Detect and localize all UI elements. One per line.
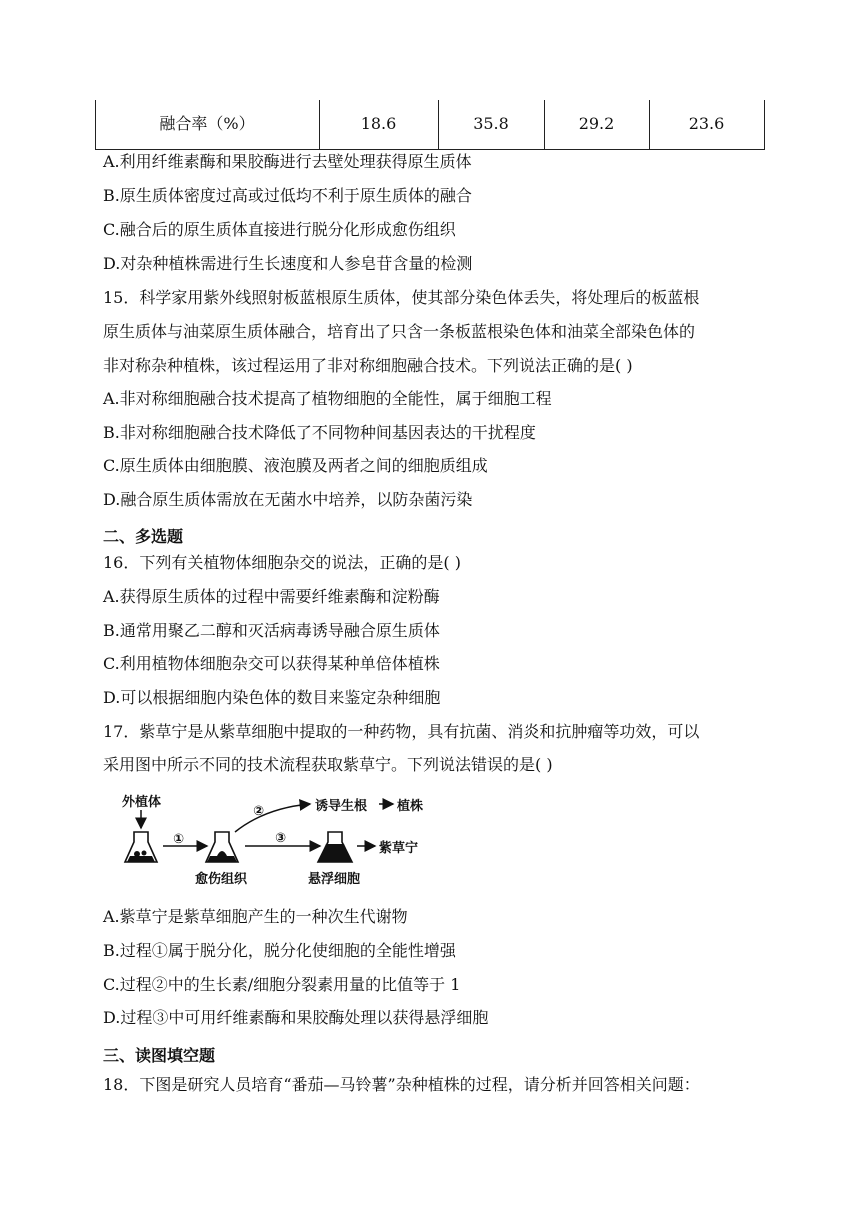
q16-option-d: D.可以根据细胞内染色体的数目来鉴定杂种细胞 xyxy=(103,688,441,707)
table-border xyxy=(764,100,765,150)
q15-option-a: A.非对称细胞融合技术提高了植物细胞的全能性，属于细胞工程 xyxy=(103,389,552,408)
q15-option-d: D.融合原生质体需放在无菌水中培养，以防杂菌污染 xyxy=(103,490,473,509)
label-explant: 外植体 xyxy=(122,795,162,810)
q15-stem-line: 原生质体与油菜原生质体融合，培育出了只含一条板蓝根染色体和油菜全部染色体的 xyxy=(103,322,696,341)
flask-icon xyxy=(206,832,238,862)
shikonin-process-diagram xyxy=(115,788,445,888)
label-plant: 植株 xyxy=(397,799,424,814)
label-step-3: ③ xyxy=(275,831,287,846)
q15-option-b: B.非对称细胞融合技术降低了不同物种间基因表达的干扰程度 xyxy=(103,423,536,442)
label-callus: 愈伤组织 xyxy=(195,872,248,887)
q14-option-a: A.利用纤维素酶和果胶酶进行去壁处理获得原生质体 xyxy=(103,152,472,171)
label-step-2: ② xyxy=(253,804,265,819)
q17-option-b: B.过程①属于脱分化，脱分化使细胞的全能性增强 xyxy=(103,941,456,960)
section-heading-multiple-choice: 二、多选题 xyxy=(103,527,184,546)
fusion-rate-table xyxy=(95,100,765,150)
q16-stem-line: 16．下列有关植物体细胞杂交的说法，正确的是( ) xyxy=(103,553,461,572)
q17-option-d: D.过程③中可用纤维素酶和果胶酶处理以获得悬浮细胞 xyxy=(103,1008,489,1027)
table-row-label: 融合率（%） xyxy=(159,114,255,133)
flask-icon xyxy=(125,832,157,862)
q14-option-d: D.对杂种植株需进行生长速度和人参皂苷含量的检测 xyxy=(103,254,473,273)
table-cell: 35.8 xyxy=(473,114,509,133)
q17-option-a: A.紫草宁是紫草细胞产生的一种次生代谢物 xyxy=(103,907,408,926)
q15-stem-line: 15．科学家用紫外线照射板蓝根原生质体，使其部分染色体丢失，将处理后的板蓝根 xyxy=(103,288,700,307)
arrow-step-2 xyxy=(235,804,310,832)
q14-option-c: C.融合后的原生质体直接进行脱分化形成愈伤组织 xyxy=(103,220,456,239)
q16-option-c: C.利用植物体细胞杂交可以获得某种单倍体植株 xyxy=(103,654,440,673)
q15-option-c: C.原生质体由细胞膜、液泡膜及两者之间的细胞质组成 xyxy=(103,456,488,475)
label-shikonin: 紫草宁 xyxy=(379,841,419,856)
q17-option-c: C.过程②中的生长素/细胞分裂素用量的比值等于 1 xyxy=(103,975,461,994)
q15-stem-line: 非对称杂种植株，该过程运用了非对称细胞融合技术。下列说法正确的是( ) xyxy=(103,356,633,375)
q17-stem-line: 17．紫草宁是从紫草细胞中提取的一种药物，具有抗菌、消炎和抗肿瘤等功效，可以 xyxy=(103,722,700,741)
section-heading-diagram-fill: 三、读图填空题 xyxy=(103,1046,216,1065)
table-cell: 18.6 xyxy=(360,114,397,133)
label-rooting: 诱导生根 xyxy=(315,799,368,814)
label-suspension-cells: 悬浮细胞 xyxy=(308,872,361,887)
table-cell: 29.2 xyxy=(578,114,615,133)
table-cell: 23.6 xyxy=(688,114,725,133)
q18-stem-line: 18．下图是研究人员培育“番茄—马铃薯”杂种植株的过程，请分析并回答相关问题： xyxy=(103,1075,700,1094)
q17-stem-line: 采用图中所示不同的技术流程获取紫草宁。下列说法错误的是( ) xyxy=(103,755,553,774)
q14-option-b: B.原生质体密度过高或过低均不利于原生质体的融合 xyxy=(103,186,472,205)
q16-option-b: B.通常用聚乙二醇和灭活病毒诱导融合原生质体 xyxy=(103,621,440,640)
label-step-1: ① xyxy=(173,832,185,847)
q16-option-a: A.获得原生质体的过程中需要纤维素酶和淀粉酶 xyxy=(103,587,440,606)
flask-icon xyxy=(318,832,352,862)
